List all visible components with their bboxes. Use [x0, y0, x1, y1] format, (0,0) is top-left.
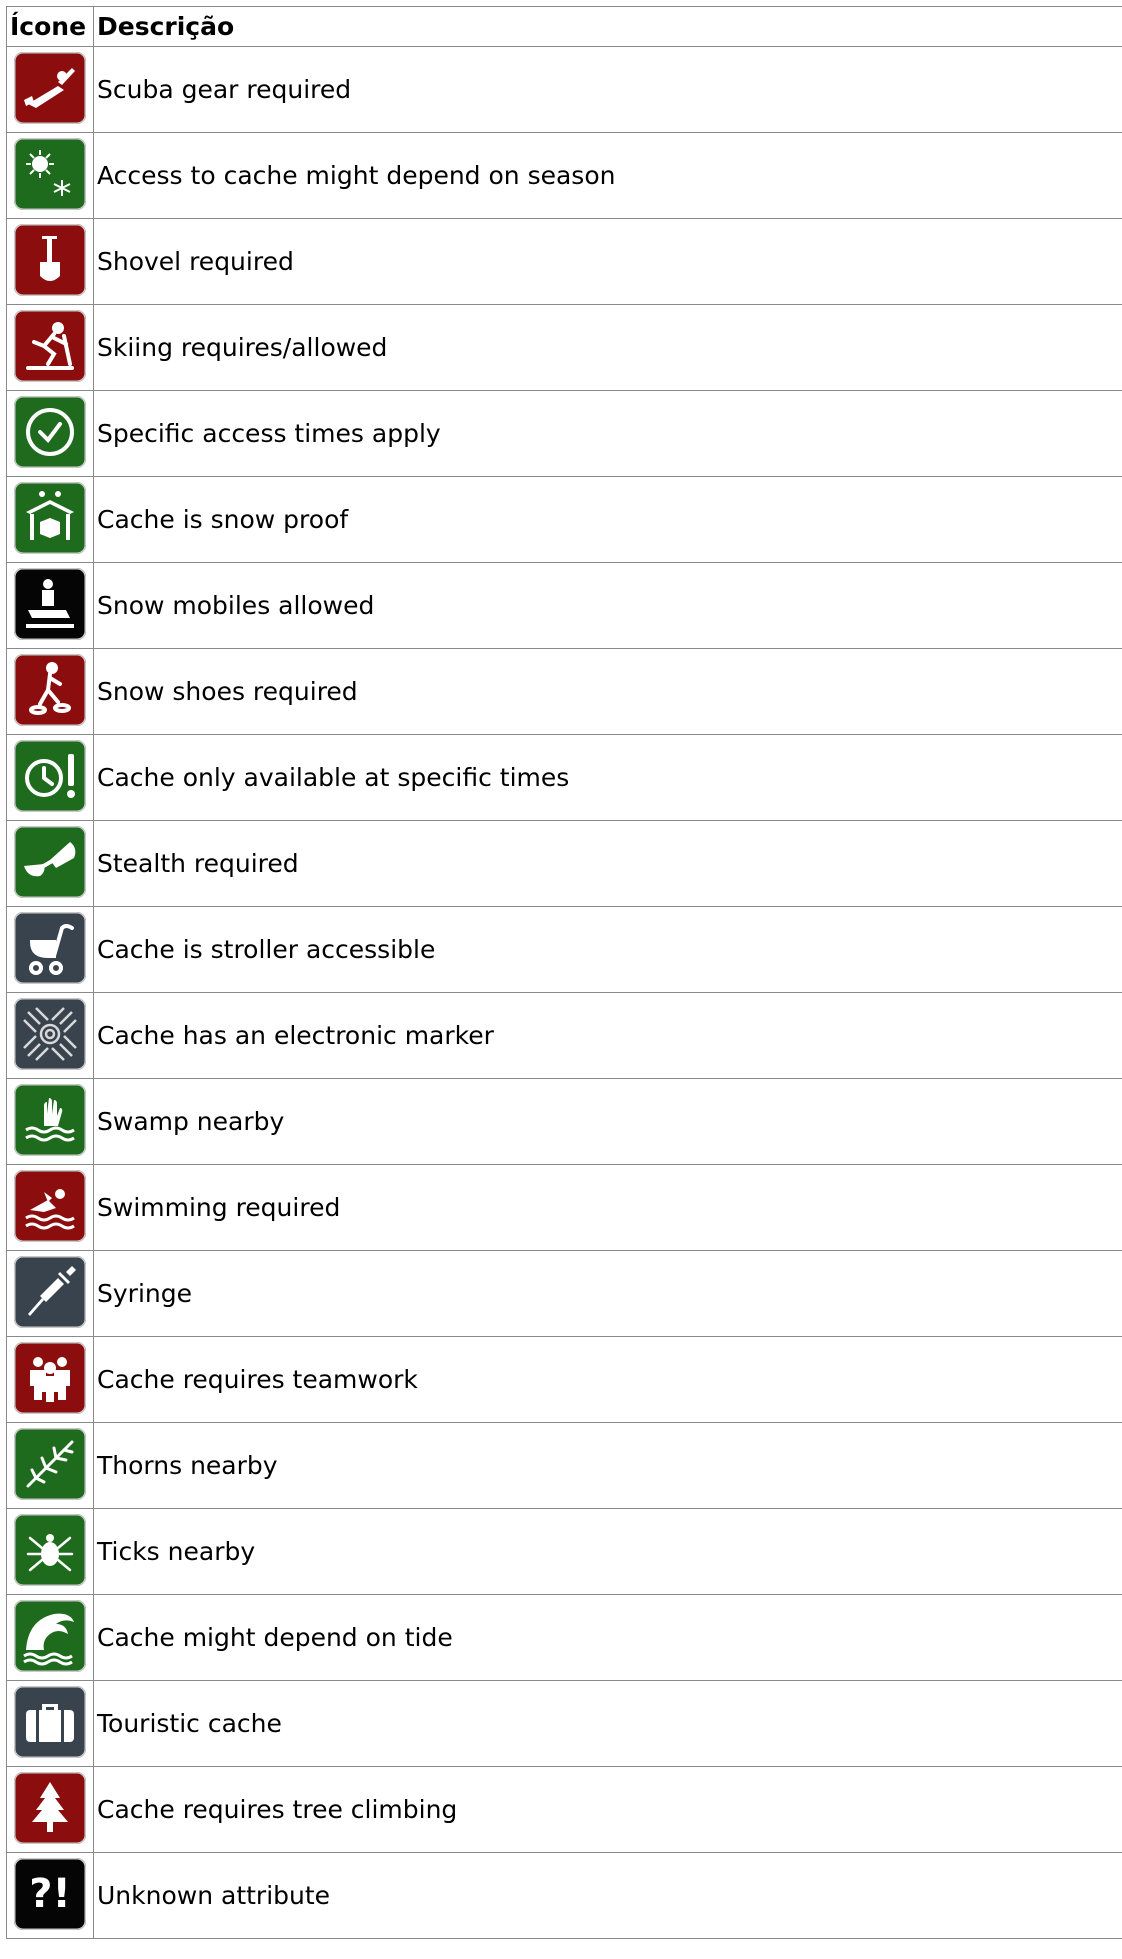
- row-description: Cache requires teamwork: [94, 1337, 1122, 1423]
- table-row: [7, 391, 1122, 477]
- table-row: [7, 47, 1122, 133]
- row-description: Snow mobiles allowed: [94, 563, 1122, 649]
- row-description: Ticks nearby: [94, 1509, 1122, 1595]
- icon-cell: [7, 821, 94, 907]
- row-description: Access to cache might depend on season: [94, 133, 1122, 219]
- row-description: Cache is stroller accessible: [94, 907, 1122, 993]
- table-row: [7, 907, 1122, 993]
- table-row: [7, 649, 1122, 735]
- tree-icon: [14, 1772, 86, 1844]
- table-header-row: [7, 7, 1122, 47]
- table-row: [7, 1681, 1122, 1767]
- row-description: Scuba gear required: [94, 47, 1122, 133]
- signal-marker-icon: [14, 998, 86, 1070]
- stroller-icon: [14, 912, 86, 984]
- thorns-icon: [14, 1428, 86, 1500]
- table-row: [7, 133, 1122, 219]
- icon-cell: [7, 993, 94, 1079]
- row-description: Unknown attribute: [94, 1853, 1122, 1939]
- snowshoe-icon: [14, 654, 86, 726]
- table-row: [7, 1251, 1122, 1337]
- table-row: [7, 1165, 1122, 1251]
- icon-cell: [7, 907, 94, 993]
- icon-cell: [7, 1509, 94, 1595]
- shovel-icon: [14, 224, 86, 296]
- scuba-icon: [14, 52, 86, 124]
- icon-cell: [7, 305, 94, 391]
- table-row: [7, 821, 1122, 907]
- row-description: Touristic cache: [94, 1681, 1122, 1767]
- icon-cell: [7, 47, 94, 133]
- tick-icon: [14, 1514, 86, 1586]
- header-icon: Ícone: [7, 7, 94, 47]
- suitcase-icon: [14, 1686, 86, 1758]
- icon-cell: [7, 649, 94, 735]
- skiing-icon: [14, 310, 86, 382]
- icon-cell: [7, 1079, 94, 1165]
- table-row: [7, 1337, 1122, 1423]
- row-description: Cache is snow proof: [94, 477, 1122, 563]
- clock-alert-icon: [14, 740, 86, 812]
- attributes-table: [6, 6, 1122, 1939]
- icon-cell: [7, 1251, 94, 1337]
- table-row: [7, 1767, 1122, 1853]
- row-description: Shovel required: [94, 219, 1122, 305]
- unknown-attribute-icon: ?!: [14, 1858, 86, 1930]
- teamwork-icon: [14, 1342, 86, 1414]
- table-row: [7, 993, 1122, 1079]
- icon-cell: [7, 391, 94, 477]
- icon-cell: [7, 477, 94, 563]
- syringe-icon: [14, 1256, 86, 1328]
- icon-cell: [7, 1337, 94, 1423]
- row-description: Cache might depend on tide: [94, 1595, 1122, 1681]
- icon-cell: [7, 1681, 94, 1767]
- icon-cell: [7, 1767, 94, 1853]
- icon-cell: [7, 563, 94, 649]
- table-row: [7, 1853, 1122, 1939]
- icon-cell: [7, 735, 94, 821]
- row-description: Snow shoes required: [94, 649, 1122, 735]
- icon-cell: [7, 219, 94, 305]
- table-row: [7, 477, 1122, 563]
- header-description: Descrição: [94, 7, 1122, 47]
- row-description: Stealth required: [94, 821, 1122, 907]
- table-row: [7, 563, 1122, 649]
- swimmer-icon: [14, 1170, 86, 1242]
- snowmobile-icon: [14, 568, 86, 640]
- tide-wave-icon: [14, 1600, 86, 1672]
- table-row: [7, 305, 1122, 391]
- icon-cell: [7, 133, 94, 219]
- table-row: [7, 1595, 1122, 1681]
- clock-icon: [14, 396, 86, 468]
- season-icon: [14, 138, 86, 210]
- row-description: Syringe: [94, 1251, 1122, 1337]
- table-row: [7, 219, 1122, 305]
- row-description: Cache only available at specific times: [94, 735, 1122, 821]
- swamp-icon: [14, 1084, 86, 1156]
- icon-cell: [7, 1853, 94, 1939]
- snow-proof-icon: [14, 482, 86, 554]
- icon-cell: [7, 1595, 94, 1681]
- row-description: Specific access times apply: [94, 391, 1122, 477]
- icon-cell: [7, 1423, 94, 1509]
- table-row: [7, 735, 1122, 821]
- table-row: [7, 1509, 1122, 1595]
- row-description: Skiing requires/allowed: [94, 305, 1122, 391]
- row-description: Cache has an electronic marker: [94, 993, 1122, 1079]
- row-description: Swamp nearby: [94, 1079, 1122, 1165]
- row-description: Thorns nearby: [94, 1423, 1122, 1509]
- table-row: [7, 1079, 1122, 1165]
- icon-cell: [7, 1165, 94, 1251]
- table-row: [7, 1423, 1122, 1509]
- row-description: Cache requires tree climbing: [94, 1767, 1122, 1853]
- sunglasses-icon: [14, 826, 86, 898]
- row-description: Swimming required: [94, 1165, 1122, 1251]
